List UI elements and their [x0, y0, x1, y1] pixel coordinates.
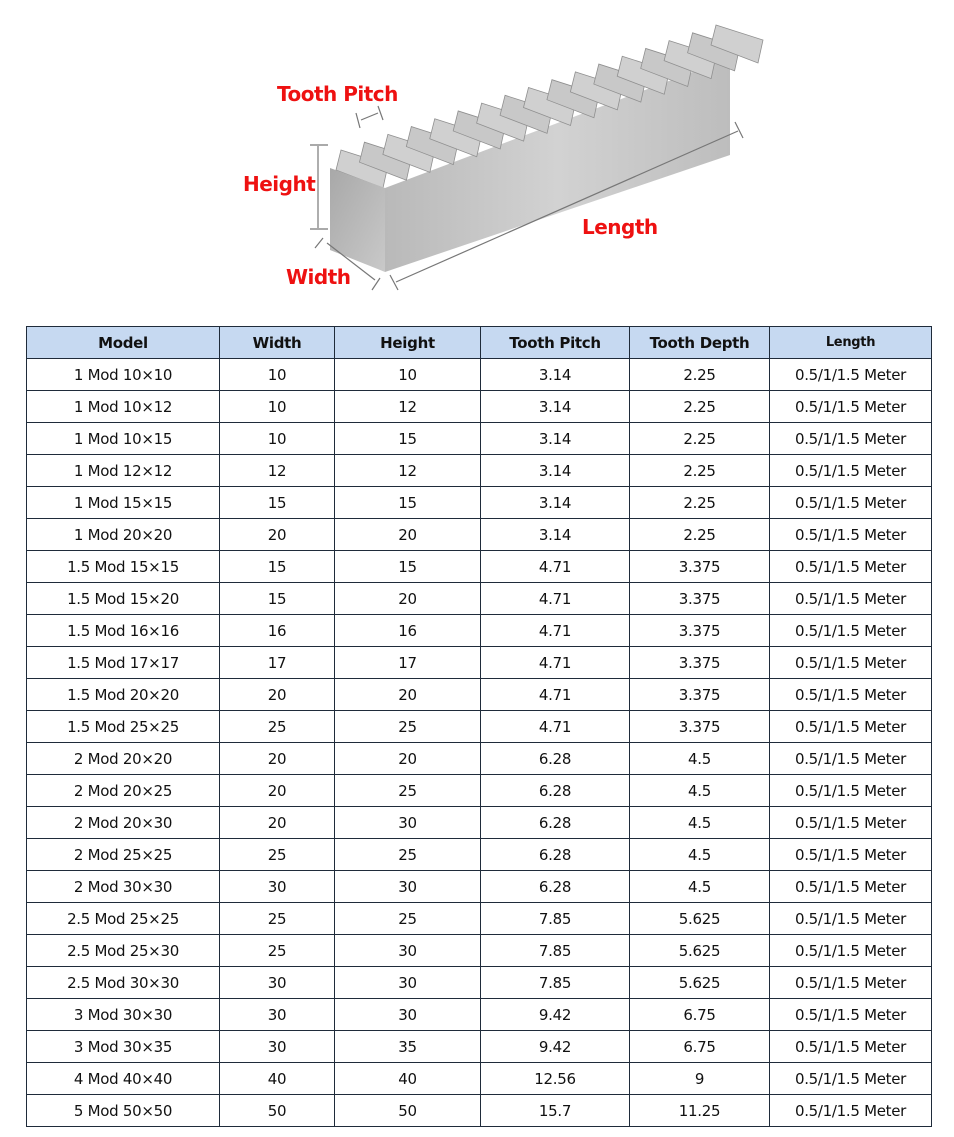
column-header: Tooth Depth — [630, 327, 770, 359]
table-cell: 3.14 — [481, 455, 630, 487]
table-cell: 3.375 — [630, 679, 770, 711]
table-row — [27, 967, 932, 999]
table-cell: 5 Mod 50×50 — [27, 1095, 220, 1127]
table-cell: 15 — [335, 487, 481, 519]
table-row — [27, 391, 932, 423]
table-cell: 15 — [220, 487, 335, 519]
table-row — [27, 551, 932, 583]
table-cell: 2.25 — [630, 455, 770, 487]
table-cell: 0.5/1/1.5 Meter — [770, 1095, 932, 1127]
table-cell: 4.5 — [630, 807, 770, 839]
table-cell: 0.5/1/1.5 Meter — [770, 647, 932, 679]
table-cell: 0.5/1/1.5 Meter — [770, 519, 932, 551]
table-cell: 16 — [220, 615, 335, 647]
table-row — [27, 679, 932, 711]
table-cell: 30 — [335, 999, 481, 1031]
gear-rack-diagram — [0, 0, 954, 310]
table-cell: 25 — [335, 775, 481, 807]
table-cell: 6.28 — [481, 839, 630, 871]
table-cell: 2.25 — [630, 391, 770, 423]
table-cell: 25 — [220, 903, 335, 935]
table-cell: 0.5/1/1.5 Meter — [770, 711, 932, 743]
table-cell: 25 — [335, 839, 481, 871]
table-cell: 3 Mod 30×30 — [27, 999, 220, 1031]
table-cell: 5.625 — [630, 967, 770, 999]
table-cell: 30 — [220, 999, 335, 1031]
table-cell: 4.71 — [481, 679, 630, 711]
table-cell: 2.25 — [630, 487, 770, 519]
table-cell: 1 Mod 10×12 — [27, 391, 220, 423]
table-cell: 10 — [335, 359, 481, 391]
table-cell: 20 — [220, 519, 335, 551]
table-row — [27, 583, 932, 615]
table-cell: 30 — [220, 1031, 335, 1063]
table-cell: 35 — [335, 1031, 481, 1063]
column-header: Length — [770, 327, 932, 359]
table-cell: 0.5/1/1.5 Meter — [770, 423, 932, 455]
table-cell: 4.71 — [481, 583, 630, 615]
table-cell: 1.5 Mod 16×16 — [27, 615, 220, 647]
table-cell: 17 — [220, 647, 335, 679]
table-row — [27, 615, 932, 647]
table-row — [27, 423, 932, 455]
table-cell: 1.5 Mod 25×25 — [27, 711, 220, 743]
table-row — [27, 647, 932, 679]
table-header-row — [27, 327, 932, 359]
table-row — [27, 1031, 932, 1063]
table-cell: 10 — [220, 423, 335, 455]
table-cell: 3.375 — [630, 583, 770, 615]
table-cell: 3.14 — [481, 359, 630, 391]
table-row — [27, 487, 932, 519]
table-cell: 4.5 — [630, 743, 770, 775]
table-cell: 4.5 — [630, 839, 770, 871]
table-cell: 2 Mod 30×30 — [27, 871, 220, 903]
column-header: Height — [335, 327, 481, 359]
table-cell: 6.28 — [481, 743, 630, 775]
table-cell: 25 — [220, 711, 335, 743]
table-cell: 1.5 Mod 15×20 — [27, 583, 220, 615]
table-cell: 6.28 — [481, 871, 630, 903]
table-cell: 4.71 — [481, 615, 630, 647]
table-cell: 0.5/1/1.5 Meter — [770, 359, 932, 391]
table-row — [27, 711, 932, 743]
column-header: Width — [220, 327, 335, 359]
table-cell: 0.5/1/1.5 Meter — [770, 583, 932, 615]
table-cell: 2 Mod 20×30 — [27, 807, 220, 839]
column-header: Model — [27, 327, 220, 359]
table-cell: 3.14 — [481, 391, 630, 423]
table-cell: 15 — [220, 583, 335, 615]
table-cell: 2.5 Mod 30×30 — [27, 967, 220, 999]
table-cell: 25 — [220, 839, 335, 871]
table-cell: 30 — [220, 871, 335, 903]
table-cell: 20 — [335, 583, 481, 615]
table-cell: 6.75 — [630, 999, 770, 1031]
table-cell: 7.85 — [481, 967, 630, 999]
table-cell: 0.5/1/1.5 Meter — [770, 455, 932, 487]
table-cell: 3.375 — [630, 647, 770, 679]
table-cell: 9 — [630, 1063, 770, 1095]
table-cell: 4.71 — [481, 647, 630, 679]
gear-rack-image — [0, 0, 954, 310]
table-cell: 12.56 — [481, 1063, 630, 1095]
table-row — [27, 1095, 932, 1127]
table-cell: 0.5/1/1.5 Meter — [770, 679, 932, 711]
table-cell: 0.5/1/1.5 Meter — [770, 775, 932, 807]
table-cell: 3.375 — [630, 615, 770, 647]
table-row — [27, 807, 932, 839]
table-cell: 1.5 Mod 20×20 — [27, 679, 220, 711]
table-cell: 3.14 — [481, 519, 630, 551]
table-cell: 0.5/1/1.5 Meter — [770, 935, 932, 967]
table-cell: 25 — [335, 903, 481, 935]
table-cell: 0.5/1/1.5 Meter — [770, 551, 932, 583]
table-row — [27, 935, 932, 967]
table-cell: 5.625 — [630, 935, 770, 967]
table-cell: 30 — [335, 935, 481, 967]
table-cell: 2 Mod 20×20 — [27, 743, 220, 775]
table-cell: 6.28 — [481, 775, 630, 807]
table-row — [27, 871, 932, 903]
table-cell: 4.71 — [481, 551, 630, 583]
table-cell: 20 — [220, 679, 335, 711]
table-cell: 0.5/1/1.5 Meter — [770, 1031, 932, 1063]
table-cell: 2 Mod 25×25 — [27, 839, 220, 871]
table-cell: 0.5/1/1.5 Meter — [770, 487, 932, 519]
table-cell: 4.5 — [630, 871, 770, 903]
table-cell: 25 — [335, 711, 481, 743]
table-cell: 3.14 — [481, 487, 630, 519]
table-cell: 1.5 Mod 15×15 — [27, 551, 220, 583]
table-cell: 16 — [335, 615, 481, 647]
table-row — [27, 1063, 932, 1095]
table-cell: 15 — [220, 551, 335, 583]
table-cell: 20 — [220, 743, 335, 775]
table-cell: 4 Mod 40×40 — [27, 1063, 220, 1095]
table-cell: 4.71 — [481, 711, 630, 743]
table-cell: 0.5/1/1.5 Meter — [770, 1063, 932, 1095]
width-label: Width — [286, 265, 351, 289]
table-cell: 2.5 Mod 25×30 — [27, 935, 220, 967]
table-cell: 3.375 — [630, 551, 770, 583]
table-cell: 2.25 — [630, 519, 770, 551]
table-cell: 2.25 — [630, 423, 770, 455]
table-cell: 2 Mod 20×25 — [27, 775, 220, 807]
table-cell: 0.5/1/1.5 Meter — [770, 807, 932, 839]
table-cell: 10 — [220, 359, 335, 391]
table-cell: 0.5/1/1.5 Meter — [770, 903, 932, 935]
table-cell: 0.5/1/1.5 Meter — [770, 615, 932, 647]
table-cell: 15 — [335, 551, 481, 583]
table-cell: 20 — [220, 807, 335, 839]
table-cell: 15 — [335, 423, 481, 455]
table-cell: 30 — [335, 807, 481, 839]
table-cell: 0.5/1/1.5 Meter — [770, 839, 932, 871]
table-cell: 1 Mod 15×15 — [27, 487, 220, 519]
table-cell: 20 — [220, 775, 335, 807]
table-row — [27, 743, 932, 775]
table-row — [27, 903, 932, 935]
table-cell: 12 — [220, 455, 335, 487]
table-cell: 15.7 — [481, 1095, 630, 1127]
table-cell: 0.5/1/1.5 Meter — [770, 743, 932, 775]
table-cell: 1 Mod 10×15 — [27, 423, 220, 455]
table-cell: 30 — [220, 967, 335, 999]
table-cell: 5.625 — [630, 903, 770, 935]
table-cell: 4.5 — [630, 775, 770, 807]
table-row — [27, 519, 932, 551]
table-cell: 2.25 — [630, 359, 770, 391]
specification-table — [26, 326, 932, 1127]
table-cell: 2.5 Mod 25×25 — [27, 903, 220, 935]
table-cell: 0.5/1/1.5 Meter — [770, 391, 932, 423]
table-row — [27, 455, 932, 487]
table-cell: 25 — [220, 935, 335, 967]
table-cell: 9.42 — [481, 999, 630, 1031]
table-cell: 3 Mod 30×35 — [27, 1031, 220, 1063]
column-header: Tooth Pitch — [481, 327, 630, 359]
length-label: Length — [582, 215, 658, 239]
tooth-pitch-label: Tooth Pitch — [277, 82, 398, 106]
table-row — [27, 775, 932, 807]
table-row — [27, 999, 932, 1031]
table-cell: 0.5/1/1.5 Meter — [770, 967, 932, 999]
table-cell: 12 — [335, 455, 481, 487]
table-cell: 30 — [335, 967, 481, 999]
table-cell: 20 — [335, 679, 481, 711]
table-cell: 20 — [335, 743, 481, 775]
table-cell: 6.75 — [630, 1031, 770, 1063]
table-cell: 9.42 — [481, 1031, 630, 1063]
table-cell: 1 Mod 20×20 — [27, 519, 220, 551]
table-cell: 0.5/1/1.5 Meter — [770, 871, 932, 903]
table-cell: 50 — [335, 1095, 481, 1127]
table-cell: 40 — [220, 1063, 335, 1095]
table-cell: 3.375 — [630, 711, 770, 743]
table-cell: 1 Mod 12×12 — [27, 455, 220, 487]
table-cell: 10 — [220, 391, 335, 423]
table-cell: 30 — [335, 871, 481, 903]
table-cell: 40 — [335, 1063, 481, 1095]
table-cell: 7.85 — [481, 903, 630, 935]
table-cell: 12 — [335, 391, 481, 423]
table-cell: 0.5/1/1.5 Meter — [770, 999, 932, 1031]
table-cell: 7.85 — [481, 935, 630, 967]
table-row — [27, 839, 932, 871]
table-cell: 17 — [335, 647, 481, 679]
table-cell: 1 Mod 10×10 — [27, 359, 220, 391]
table-cell: 1.5 Mod 17×17 — [27, 647, 220, 679]
height-label: Height — [243, 172, 316, 196]
table-row — [27, 359, 932, 391]
table-cell: 11.25 — [630, 1095, 770, 1127]
table-cell: 6.28 — [481, 807, 630, 839]
table-cell: 3.14 — [481, 423, 630, 455]
table-cell: 50 — [220, 1095, 335, 1127]
table-cell: 20 — [335, 519, 481, 551]
